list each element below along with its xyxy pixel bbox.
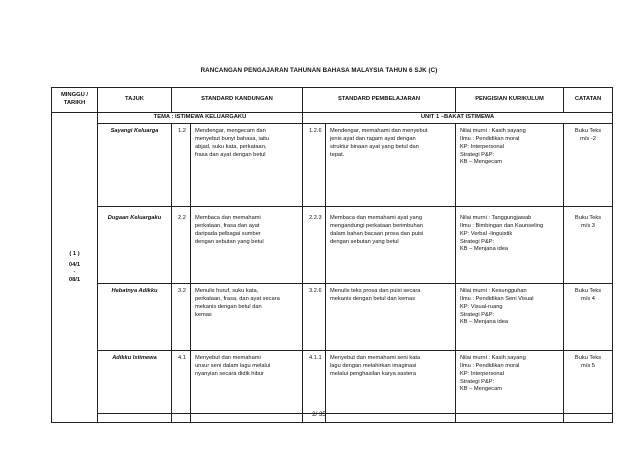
header-minggu: MINGGU / TARIKH bbox=[52, 88, 98, 113]
sp-line: dengan sebutan yang betul bbox=[330, 238, 399, 245]
pk-line: KB – Menjana idea bbox=[460, 319, 509, 326]
sk-text bbox=[191, 351, 303, 414]
sk-text bbox=[191, 207, 303, 284]
pengisian-text bbox=[456, 124, 564, 207]
pk-line: Ilmu : Pendidikan Seni Visual bbox=[460, 295, 534, 302]
sp-line: mengandungi perkataan berimbuhan bbox=[330, 222, 423, 229]
header-tajuk: TAJUK bbox=[98, 88, 172, 113]
sk-line: kemas bbox=[195, 311, 212, 318]
sk-line: frasa dan ayat dengan betul bbox=[195, 151, 266, 158]
pengisian-text bbox=[456, 207, 564, 284]
lesson-plan-table bbox=[51, 87, 613, 423]
sp-text bbox=[326, 124, 456, 207]
sp-code: 1.2.6 bbox=[303, 124, 326, 207]
tema-label: TEMA : ISTIMEWA KELUARGAKU bbox=[98, 113, 303, 124]
pk-line: Nilai murni : Kesungguhan bbox=[460, 288, 527, 294]
tajuk-cell: Hebatnya Adikku bbox=[98, 284, 172, 351]
tajuk-label: Dugaan Keluargaku bbox=[107, 215, 162, 221]
table-row bbox=[52, 124, 613, 207]
pk-line: Ilmu : Bimbingan dan Kaunseling bbox=[460, 222, 544, 229]
tajuk-cell: Adikku Istimewa bbox=[98, 351, 172, 414]
pk-line: KB – Mengecam bbox=[460, 159, 503, 166]
sk-line: Membaca dan memahami bbox=[195, 215, 261, 221]
document-title: RANCANGAN PENGAJARAN TAHUNAN BAHASA MALAYSIA TAHUN 6 SJK (C) bbox=[200, 67, 438, 74]
pengisian-text bbox=[456, 284, 564, 351]
sk-line: perkataan, frasa, dan ayat secara bbox=[195, 295, 280, 302]
sk-line: Mendengar, mengecam dan bbox=[195, 128, 266, 134]
sk-line: mekanis dengan betul dan bbox=[195, 303, 262, 310]
week-date-end: 08/1 bbox=[68, 276, 81, 283]
sp-line: dalam bahan bacaan prosa dan puisi bbox=[330, 230, 424, 237]
pk-line: KP: Visual-ruang bbox=[460, 303, 503, 310]
header-row bbox=[52, 88, 613, 113]
pk-line: KP: Verbal -linguistik bbox=[460, 230, 513, 237]
tema-row bbox=[52, 113, 613, 124]
catatan-line: Buku Teks bbox=[574, 215, 602, 221]
pk-line: Strategi P&P: bbox=[460, 311, 495, 318]
sp-line: lagu dengan melahirkan imaginasi bbox=[330, 362, 417, 369]
sp-text bbox=[326, 351, 456, 414]
pk-line: Nilai murni : Tanggungjawab bbox=[460, 215, 532, 221]
sp-text bbox=[326, 284, 456, 351]
sk-line: daripada pelbagai sumber bbox=[195, 230, 261, 237]
sk-line: unsur seni dalam lagu melalui bbox=[195, 362, 271, 369]
sk-line: menyebut bunyi bahasa, iaitu bbox=[195, 135, 269, 142]
sk-text bbox=[191, 284, 303, 351]
pk-line: Strategi P&P: bbox=[460, 378, 495, 385]
sp-line: jenis ayat dan ragam ayat dengan bbox=[330, 135, 416, 142]
pk-line: KP: Interpersonal bbox=[460, 143, 504, 150]
pk-line: Nilai murni : Kasih sayang bbox=[460, 355, 526, 361]
sk-line: Menulis huruf, suku kata, bbox=[195, 288, 259, 294]
sp-line: melalui penghasilan karya sastera bbox=[330, 370, 416, 377]
pk-line: KB – Mengecam bbox=[460, 386, 503, 393]
sk-code: 2.2 bbox=[172, 207, 191, 284]
catatan-text bbox=[564, 124, 613, 207]
week-date-separator: - bbox=[73, 269, 76, 276]
week-cell bbox=[52, 113, 98, 423]
header-catatan: CATATAN bbox=[564, 88, 613, 113]
pk-line: KB – Menjana idea bbox=[460, 246, 509, 253]
table-row bbox=[52, 207, 613, 284]
sk-line: nyanyian secara didik hibur bbox=[195, 370, 264, 377]
pk-line: Nilai murni : Kasih sayang bbox=[460, 128, 526, 134]
pk-line: Ilmu : Pendidikan moral bbox=[460, 135, 520, 142]
sk-code: 4.1 bbox=[172, 351, 191, 414]
table-row bbox=[52, 284, 613, 351]
table-row bbox=[52, 351, 613, 414]
week-number: ( 1 ) bbox=[69, 251, 80, 258]
sp-code: 2.2.3 bbox=[303, 207, 326, 284]
catatan-line: m/s 3 bbox=[581, 222, 595, 229]
tajuk-cell: Sayangi Keluarga bbox=[98, 124, 172, 207]
sp-line: struktur binaan ayat yang betul dan bbox=[330, 143, 419, 150]
sk-line: abjad, suku kata, perkataan, bbox=[195, 143, 267, 150]
tajuk-cell bbox=[98, 207, 172, 284]
catatan-line: m/s 5 bbox=[581, 362, 595, 369]
header-pengisian-kurikulum: PENGISIAN KURIKULUM bbox=[456, 88, 564, 113]
catatan-text bbox=[564, 207, 613, 284]
catatan-line: Buku Teks bbox=[574, 355, 602, 361]
catatan-line: Buku Teks bbox=[574, 288, 602, 294]
pengisian-text bbox=[456, 351, 564, 414]
catatan-line: m/s 4 bbox=[581, 295, 595, 302]
catatan-text bbox=[564, 284, 613, 351]
sk-line: dengan sebutan yang betul bbox=[195, 238, 264, 245]
sk-line: perkataan, frasa dan ayat bbox=[195, 222, 260, 229]
sp-line: Mendengar, memahami dan menyebut bbox=[330, 128, 428, 134]
pk-line: Strategi P&P: bbox=[460, 238, 495, 245]
sp-line: Menulis teks prosa dan puisi secara bbox=[330, 288, 421, 294]
catatan-line: Buku Teks bbox=[574, 128, 602, 134]
header-standard-kandungan: STANDARD KANDUNGAN bbox=[172, 88, 303, 113]
pk-line: Ilmu : Pendidikan moral bbox=[460, 362, 520, 369]
catatan-text bbox=[564, 351, 613, 414]
header-standard-pembelajaran: STANDARD PEMBELAJARAN bbox=[303, 88, 456, 113]
sp-text bbox=[326, 207, 456, 284]
sp-line: tepat. bbox=[330, 151, 345, 158]
pk-line: KP: Interpersonal bbox=[460, 370, 504, 377]
week-date-start: 04/1 bbox=[68, 262, 81, 269]
unit-label: UNIT 1 –BAKAT ISTIMEWA bbox=[303, 113, 613, 124]
catatan-line: m/s -2 bbox=[580, 135, 596, 142]
sp-code: 4.1.1 bbox=[303, 351, 326, 414]
sk-code: 1.2 bbox=[172, 124, 191, 207]
page-number: 2/ 35 bbox=[312, 411, 326, 418]
sp-line: mekanis dengan betul dan kemas bbox=[330, 295, 416, 302]
sp-line: Menyebut dan memahami seni kata bbox=[330, 355, 421, 361]
sk-code: 3.2 bbox=[172, 284, 191, 351]
sk-line: Menyebut dan memahami bbox=[195, 355, 261, 361]
sp-code: 3.2.6 bbox=[303, 284, 326, 351]
sp-line: Membaca dan memahami ayat yang bbox=[330, 215, 422, 221]
pk-line: Strategi P&P: bbox=[460, 151, 495, 158]
sk-text bbox=[191, 124, 303, 207]
